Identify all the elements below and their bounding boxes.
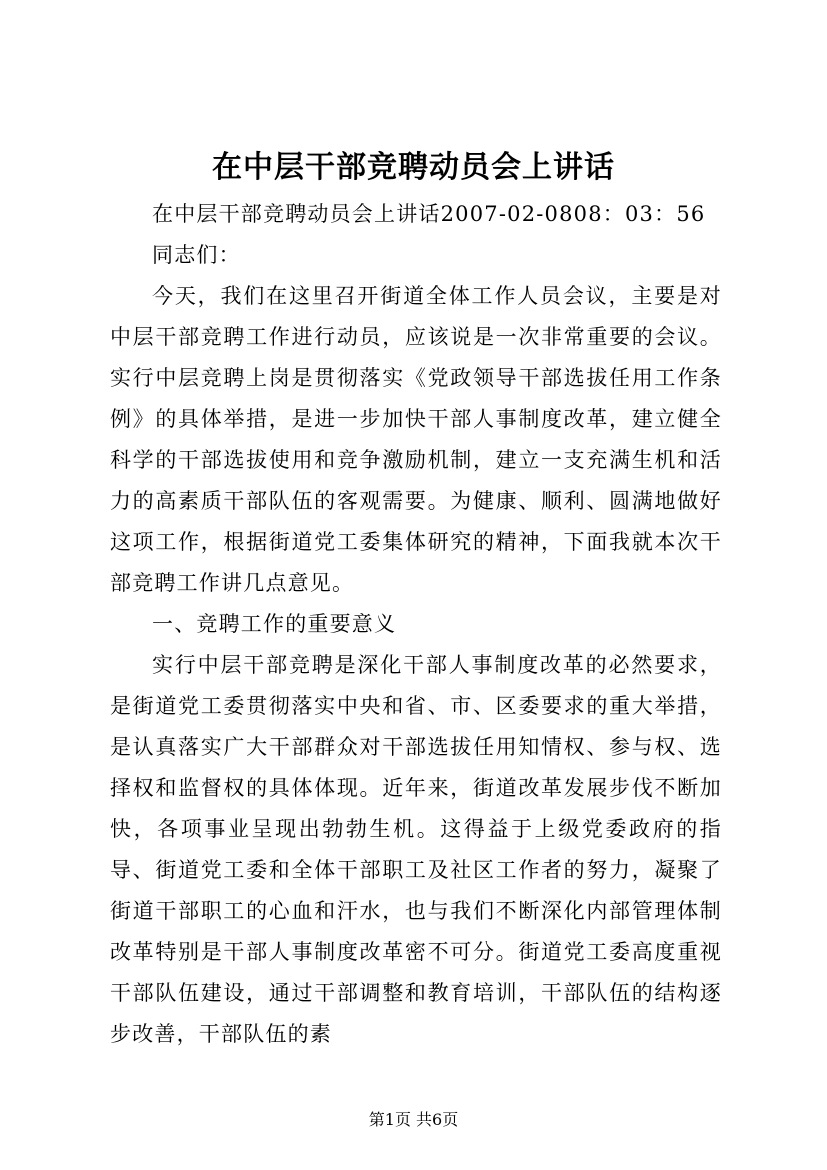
section-heading: 一、竞聘工作的重要意义 [152,612,397,636]
document-title: 在中层干部竞聘动员会上讲话 [212,150,615,185]
body-paragraph: 今天，我们在这里召开街道全体工作人员会议，主要是对中层干部竞聘工作进行动员，应该说是一次非常重要的会议。实行中层竞聘上岗是贯彻落实《党政领导干部选拔任用工作条例》的具体举措，是进一步加快干部人事制度改革，建立健全科学的干部选拔使用和竞争激励机制，建立一支充满生机和活力的高素质干部队伍的客观需要。为健康、顺利、圆满地做好这项工作，根据街道党工委集体研究的精神，下面我就本次干部竞聘工作讲几点意见。 [110,284,722,595]
salutation: 同志们： [152,243,241,267]
document-body [110,194,722,1055]
page-footer: 第1页 共6页 [368,1110,459,1129]
body-paragraph: 实行中层干部竞聘是深化干部人事制度改革的必然要求，是街道党工委贯彻落实中央和省、市、区委要求的重大举措，是认真落实广大干部群众对干部选拔任用知情权、参与权、选择权和监督权的具体体现。近年来，街道改革发展步伐不断加快，各项事业呈现出勃勃生机。这得益于上级党委政府的指导、街道党工委和全体干部职工及社区工作者的努力，凝聚了街道干部职工的心血和汗水，也与我们不断深化内部管理体制改革特别是干部人事制度改革密不可分。街道党工委高度重视干部队伍建设，通过干部调整和教育培训，干部队伍的结构逐步改善，干部队伍的素 [110,653,722,1046]
subtitle-line: 在中层干部竞聘动员会上讲话2007-02-0808：03：56 [152,202,706,226]
